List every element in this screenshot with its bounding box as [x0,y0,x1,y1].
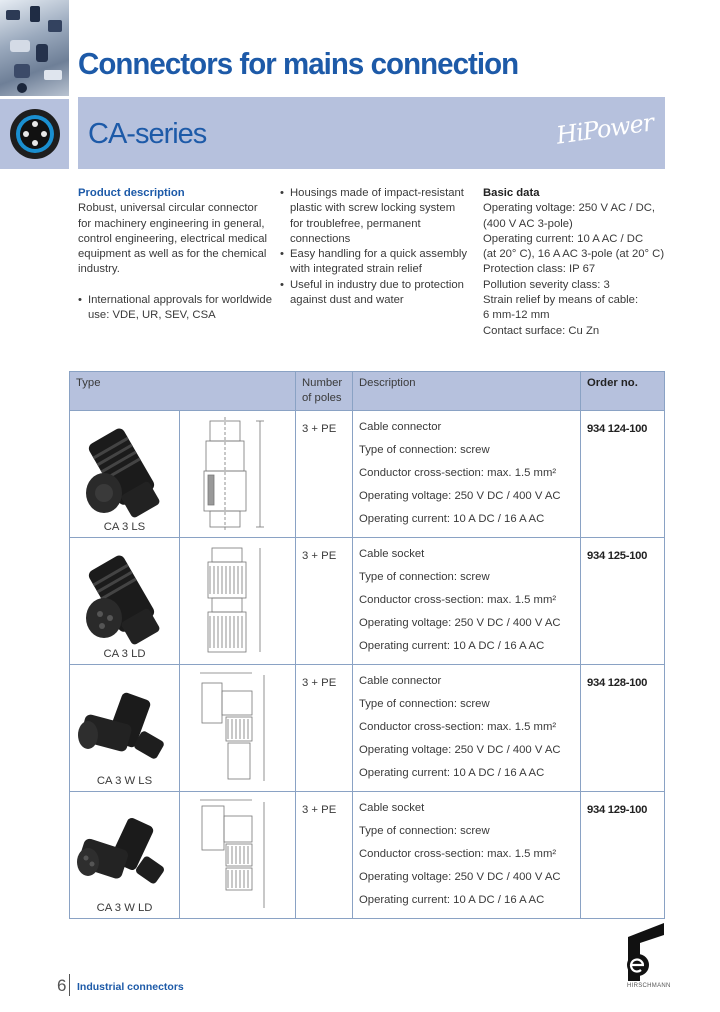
series-band [78,97,665,169]
basic-data-line: (at 20° C), 16 A AC 3-pole (at 20° C) [483,248,665,261]
poles-value: 3 + PE [296,792,353,919]
feature-bullets [280,186,470,308]
technical-drawing [180,411,296,538]
header-type: Type [70,372,296,411]
angled-socket-drawing [190,796,286,916]
technical-drawing [180,792,296,919]
poles-value: 3 + PE [296,665,353,792]
product-description [78,186,273,323]
description-cell: Cable connector Type of connection: screw Conductor cross-section: max. 1.5 mm² Operating voltage: 250 V DC / 400 V AC Operating current: 10 A DC / 16 A AC [353,665,581,792]
basic-data-line: Operating current: 10 A AC / DC [483,232,644,245]
angled-socket-image [74,802,174,902]
technical-drawing [180,538,296,665]
bullet-item: • Housings made of impact-resistant plastic with screw locking system for troublefree, permanent connections [280,187,464,245]
basic-data-heading: Basic data [483,187,540,199]
hipower-logo: HiPower [554,108,655,150]
product-table [69,371,665,919]
basic-data-line: 6 mm-12 mm [483,309,550,322]
header-order: Order no. [581,372,665,411]
type-label: CA 3 W LS [96,775,153,787]
basic-data-line: (400 V AC 3-pole) [483,217,573,230]
angled-connector-drawing [190,669,286,789]
socket-drawing [190,542,286,662]
connector-drawing [190,415,286,535]
bullet-item: • Useful in industry due to protection against dust and water [280,278,464,307]
bullet-item: • Easy handling for a quick assembly with integrated strain relief [280,248,468,276]
type-label: CA 3 LS [103,521,146,533]
table-row [70,538,665,665]
product-photo [70,411,180,538]
technical-drawing [180,665,296,792]
hirschmann-logo-icon [624,923,666,981]
product-photo [70,665,180,792]
type-label: CA 3 W LD [96,902,153,914]
basic-data-line: Strain relief by means of cable: [483,294,639,307]
header-description: Description [353,372,581,411]
product-photo [70,792,180,919]
header-poles: Number of poles [296,372,353,411]
description-cell: Cable socket Type of connection: screw Conductor cross-section: max. 1.5 mm² Operating voltage: 250 V DC / 400 V AC Operating current: 10 A DC / 16 A AC [353,792,581,919]
connector-face-icon [0,99,69,169]
order-number: 934 125-100 [581,538,665,665]
product-photo [70,538,180,665]
company-name: HIRSCHMANN [627,983,671,989]
basic-data-line: Contact surface: Cu Zn [483,324,600,337]
order-number: 934 124-100 [581,411,665,538]
straight-connector-image [74,421,174,521]
type-label: CA 3 LD [103,648,146,660]
series-title: CA-series [88,118,207,150]
table-row [70,411,665,538]
basic-data-line: Protection class: IP 67 [483,263,596,276]
poles-value: 3 + PE [296,538,353,665]
page-title: Connectors for mains connection [78,46,519,81]
basic-data [483,186,673,339]
description-cell: Cable connector Type of connection: screw Conductor cross-section: max. 1.5 mm² Operating voltage: 250 V DC / 400 V AC Operating current: 10 A DC / 16 A AC [353,411,581,538]
table-header-row [70,372,665,411]
bullet-item: • International approvals for worldwide use: VDE, UR, SEV, CSA [78,293,272,322]
order-number: 934 129-100 [581,792,665,919]
basic-data-line: Pollution severity class: 3 [483,278,610,291]
table-row [70,665,665,792]
page-number: 6 [57,976,67,995]
straight-socket-image [74,548,174,648]
angled-connector-image [74,675,174,775]
order-number: 934 128-100 [581,665,665,792]
poles-value: 3 + PE [296,411,353,538]
header-product-photo [0,0,69,96]
product-description-text: Robust, universal circular connector for machinery engineering in general, control engineering, electrical medical equipment as well as for the chemical industry. [78,202,268,276]
product-description-heading: Product description [78,187,185,199]
description-cell: Cable socket Type of connection: screw Conductor cross-section: max. 1.5 mm² Operating voltage: 250 V DC / 400 V AC Operating current: 10 A DC / 16 A AC [353,538,581,665]
basic-data-line: Operating voltage: 250 V AC / DC, [483,202,656,215]
table-row [70,792,665,919]
footer-divider [69,974,70,996]
section-label: Industrial connectors [77,981,184,993]
